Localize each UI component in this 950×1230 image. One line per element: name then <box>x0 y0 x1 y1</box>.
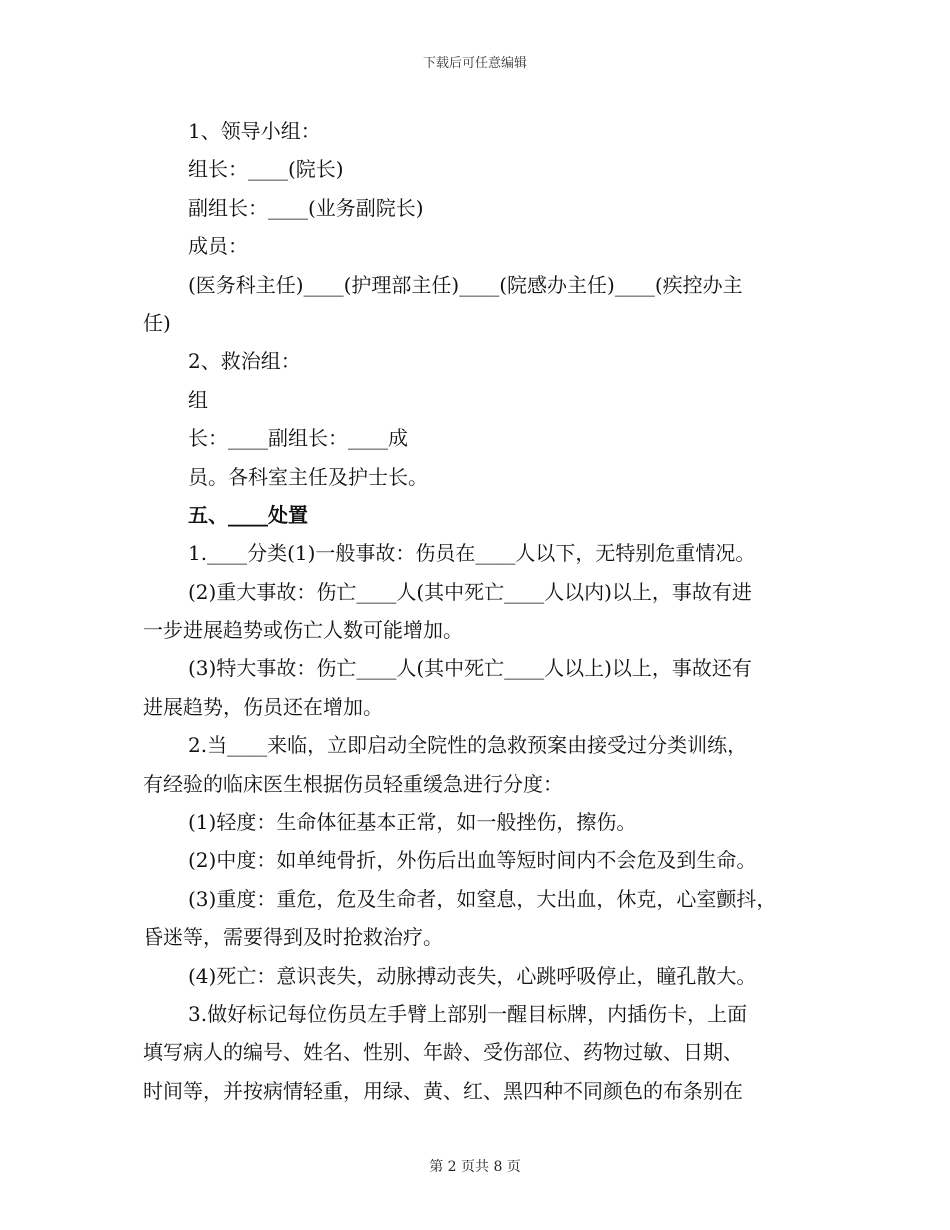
text-line: (医务科主任)____(护理部主任)____(院感办主任)____(疾控办主 <box>188 272 743 297</box>
text-line: 2、救治组： <box>188 349 301 374</box>
text-line: 组长：____(院长) <box>188 157 344 182</box>
text-line: 1、领导小组： <box>188 119 321 143</box>
text-line: (4)死亡：意识丧失，动脉搏动丧失，心跳呼吸停止，瞳孔散大。 <box>188 963 757 988</box>
text-line: (2)重大事故：伤亡____人(其中死亡____人以内)以上，事故有进 <box>188 579 752 604</box>
text-line: 时间等，并按病情轻重，用绿、黄、红、黑四种不同颜色的布条别在 <box>143 1078 743 1103</box>
text-line: 1.____分类(1)一般事故：伤员在____人以下，无特别危重情况。 <box>188 541 756 566</box>
text-line: 任) <box>143 310 171 335</box>
text-line: 有经验的临床医生根据伤员轻重缓急进行分度： <box>143 771 563 796</box>
text-line: (1)轻度：生命体征基本正常，如一般挫伤，擦伤。 <box>188 810 637 835</box>
page-footer: 第 2 页共 8 页 <box>429 1159 521 1175</box>
document-body <box>143 112 823 1110</box>
text-line: (3)重度：重危，危及生命者，如窒息，大出血，休克，心室颤抖， <box>188 886 777 911</box>
text-line: 员。各科室主任及护士长。 <box>188 464 428 489</box>
text-line: (2)中度：如单纯骨折，外伤后出血等短时间内不会危及到生命。 <box>188 848 757 873</box>
text-line: 3.做好标记每位伤员左手臂上部别一醒目标牌，内插伤卡，上面 <box>188 1001 748 1026</box>
page-header: 下载后可任意编辑 <box>422 56 527 71</box>
text-line: 副组长：____(业务副院长) <box>188 195 424 220</box>
text-line: 2.当____来临，立即启动全院性的急救预案由接受过分类训练， <box>188 733 748 758</box>
text-line: (3)特大事故：伤亡____人(其中死亡____人以上)以上，事故还有 <box>188 656 752 681</box>
text-line: 昏迷等，需要得到及时抢救治疗。 <box>143 925 443 950</box>
text-line: 组 <box>188 387 208 412</box>
text-line: 进展趋势，伤员还在增加。 <box>143 694 383 719</box>
text-line: 五、____处置 <box>188 502 308 527</box>
text-line: 一步进展趋势或伤亡人数可能增加。 <box>143 618 463 643</box>
text-line: 成员： <box>188 234 248 259</box>
text-line: 长：____副组长：____成 <box>188 426 408 451</box>
text-line: 填写病人的编号、姓名、性别、年龄、受伤部位、药物过敏、日期、 <box>143 1040 743 1065</box>
